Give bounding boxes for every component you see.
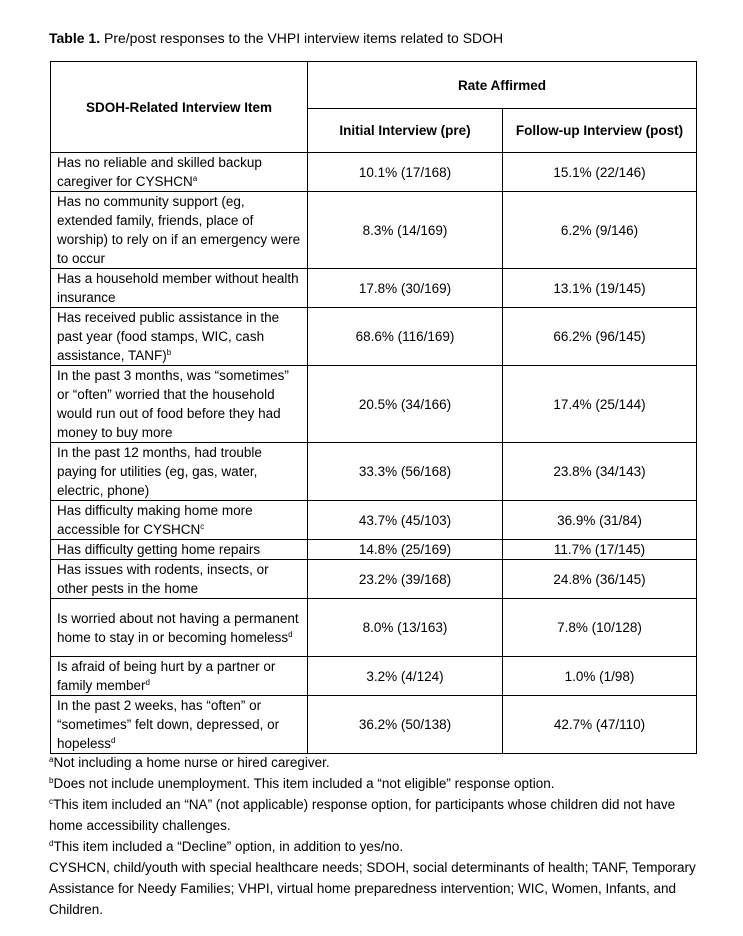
row-pre-value: 33.3% (56/168) — [308, 443, 503, 501]
row-post-value: 36.9% (31/84) — [503, 501, 697, 540]
row-item-text: Is afraid of being hurt by a partner or family member — [57, 659, 276, 693]
header-post: Follow-up Interview (post) — [503, 109, 697, 153]
footnote-mark: d — [49, 839, 54, 848]
row-post-value: 11.7% (17/145) — [503, 540, 697, 560]
caption-label: Table 1. — [49, 30, 101, 46]
row-item — [51, 599, 308, 657]
table-row — [51, 501, 697, 540]
row-item-text: Is worried about not having a permanent home to stay in or becoming homeless — [57, 610, 299, 645]
row-pre-value: 68.6% (116/169) — [308, 308, 503, 366]
header-item: SDOH-Related Interview Item — [51, 62, 308, 153]
row-item-text: Has difficulty getting home repairs — [57, 542, 261, 557]
row-post-value: 7.8% (10/128) — [503, 599, 697, 657]
row-item-text: Has a household member without health insurance — [57, 271, 299, 305]
row-pre-value: 23.2% (39/168) — [308, 560, 503, 599]
table-row — [51, 269, 697, 308]
row-pre-value: 14.8% (25/169) — [308, 540, 503, 560]
table-row — [51, 366, 697, 443]
row-pre-value: 36.2% (50/138) — [308, 696, 503, 754]
row-item-text: Has no community support (eg, extended family, friends, place of worship) to rely on if an emergency were to occur — [57, 194, 301, 266]
table-row — [51, 153, 697, 192]
row-item — [51, 443, 308, 501]
row-post-value: 15.1% (22/146) — [503, 153, 697, 192]
footnote — [49, 836, 709, 857]
table-row — [51, 540, 697, 560]
row-item — [51, 269, 308, 308]
table-row — [51, 308, 697, 366]
row-post-value: 6.2% (9/146) — [503, 192, 697, 269]
row-pre-value: 8.3% (14/169) — [308, 192, 503, 269]
footnote-mark: b — [49, 776, 54, 785]
row-post-value: 24.8% (36/145) — [503, 560, 697, 599]
table-row — [51, 192, 697, 269]
row-item — [51, 560, 308, 599]
row-item — [51, 192, 308, 269]
row-item — [51, 540, 308, 560]
footnote-mark: c — [200, 522, 205, 531]
row-pre-value: 17.8% (30/169) — [308, 269, 503, 308]
row-item-text: Has difficulty making home more accessible for CYSHCN — [57, 503, 253, 537]
row-item — [51, 153, 308, 192]
row-item-text: Has received public assistance in the past year (food stamps, WIC, cash assistance, TANF) — [57, 310, 280, 363]
footnote-mark: d — [111, 736, 116, 745]
footnote-list — [49, 752, 709, 857]
header-rate-affirmed: Rate Affirmed — [308, 62, 697, 109]
row-item — [51, 657, 308, 696]
row-post-value: 66.2% (96/145) — [503, 308, 697, 366]
header-pre: Initial Interview (pre) — [308, 109, 503, 153]
table-row — [51, 696, 697, 754]
footnote-mark: c — [49, 797, 53, 806]
footnote-text: This item included an “NA” (not applicable) response option, for participants whose children did not have home accessibility challenges. — [49, 797, 676, 833]
footnote-mark: a — [192, 174, 198, 183]
footnote-text: This item included a “Decline” option, in addition to yes/no. — [53, 839, 404, 854]
table-body — [51, 153, 697, 754]
row-item-text: Has no reliable and skilled backup caregiver for CYSHCN — [57, 155, 262, 189]
row-post-value: 13.1% (19/145) — [503, 269, 697, 308]
row-post-value: 23.8% (34/143) — [503, 443, 697, 501]
row-pre-value: 10.1% (17/168) — [308, 153, 503, 192]
footnote-mark: a — [49, 755, 54, 764]
footnote-text: Not including a home nurse or hired caregiver. — [53, 755, 330, 770]
row-item — [51, 501, 308, 540]
footnote-mark: d — [288, 629, 293, 639]
row-item — [51, 366, 308, 443]
row-pre-value: 8.0% (13/163) — [308, 599, 503, 657]
row-post-value: 1.0% (1/98) — [503, 657, 697, 696]
table-row — [51, 599, 697, 657]
table-caption — [49, 29, 503, 47]
table-row — [51, 657, 697, 696]
caption-text: Pre/post responses to the VHPI interview items related to SDOH — [103, 30, 504, 46]
footnote-mark: d — [145, 678, 150, 687]
sdoh-table — [50, 61, 697, 754]
row-pre-value: 3.2% (4/124) — [308, 657, 503, 696]
row-post-value: 17.4% (25/144) — [503, 366, 697, 443]
row-pre-value: 43.7% (45/103) — [308, 501, 503, 540]
table-row — [51, 443, 697, 501]
footnote — [49, 752, 709, 773]
table-notes — [49, 752, 709, 920]
row-post-value: 42.7% (47/110) — [503, 696, 697, 754]
row-item — [51, 696, 308, 754]
row-item — [51, 308, 308, 366]
footnote — [49, 794, 709, 836]
row-pre-value: 20.5% (34/166) — [308, 366, 503, 443]
row-item-text: In the past 12 months, had trouble paying for utilities (eg, gas, water, electric, phone) — [57, 445, 262, 498]
footnote — [49, 773, 709, 794]
row-item-text: In the past 2 weeks, has “often” or “sometimes” felt down, depressed, or hopeless — [57, 698, 280, 751]
row-item-text: Has issues with rodents, insects, or other pests in the home — [57, 562, 269, 596]
footnote-mark: b — [166, 348, 172, 357]
table-row — [51, 560, 697, 599]
abbreviations: CYSHCN, child/youth with special healthcare needs; SDOH, social determinants of health; TANF, Temporary Assistance for Needy Families; VHPI, virtual home preparedness intervention; WIC, Women, Infants, and Children. — [49, 860, 696, 917]
row-item-text: In the past 3 months, was “sometimes” or “often” worried that the household would run out of food before they had money to buy more — [57, 368, 289, 440]
footnote-text: Does not include unemployment. This item included a “not eligible” response option. — [53, 776, 555, 791]
